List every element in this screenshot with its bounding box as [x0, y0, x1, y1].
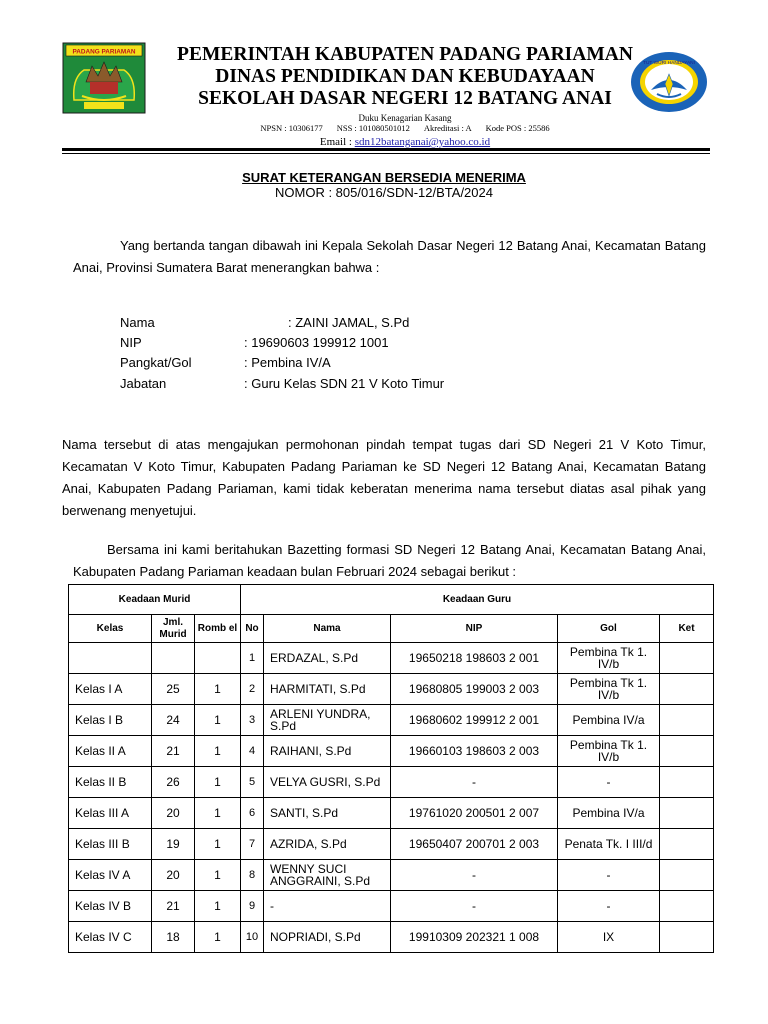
paragraph-bazetting: Bersama ini kami beritahukan Bazetting formasi SD Negeri 12 Batang Anai, Kecamatan Batang Anai, Kabupaten Padang Pariaman keadaan bulan Februari 2024 sebagai berikut : [73, 542, 706, 579]
cell-kelas: Kelas I B [69, 705, 152, 736]
group-header-murid: Keadaan Murid [69, 585, 241, 615]
cell-ket [660, 829, 714, 860]
letterhead-ids [140, 123, 670, 133]
cell-ket [660, 767, 714, 798]
table-row [69, 643, 714, 674]
cell-no: 9 [241, 891, 264, 922]
cell-nip: 19910309 202321 1 008 [391, 922, 558, 953]
table-body [69, 643, 714, 953]
cell-nama: VELYA GUSRI, S.Pd [264, 767, 391, 798]
cell-no: 1 [241, 643, 264, 674]
table-row [69, 829, 714, 860]
cell-kelas: Kelas III B [69, 829, 152, 860]
cell-nama: WENNY SUCI ANGGRAINI, S.Pd [264, 860, 391, 891]
cell-gol: IX [558, 922, 660, 953]
cell-gol: - [558, 860, 660, 891]
cell-nama: SANTI, S.Pd [264, 798, 391, 829]
col-header-ket: Ket [660, 615, 714, 643]
identity-value: : ZAINI JAMAL, S.Pd [288, 315, 410, 330]
cell-gol: - [558, 767, 660, 798]
identity-value: : 19690603 199912 1001 [244, 335, 389, 350]
email-label: Email : [319, 136, 355, 148]
cell-kelas [69, 643, 152, 674]
identity-row-nama [120, 315, 409, 331]
letterhead [140, 44, 670, 149]
cell-rombel: 1 [195, 798, 241, 829]
cell-no: 3 [241, 705, 264, 736]
identity-row-nip [120, 335, 389, 351]
col-header-nip: NIP [391, 615, 558, 643]
identity-row-jabatan [120, 376, 444, 392]
table-row [69, 922, 714, 953]
cell-ket [660, 891, 714, 922]
cell-nip: - [391, 767, 558, 798]
nss: NSS : 101080501012 [336, 123, 410, 133]
cell-kelas: Kelas IV C [69, 922, 152, 953]
cell-nip: 19650218 198603 2 001 [391, 643, 558, 674]
cell-ket [660, 643, 714, 674]
padang-pariaman-logo [62, 42, 146, 114]
letterhead-address: Duku Kenagarian Kasang [358, 113, 452, 123]
cell-jml-murid: 19 [152, 829, 195, 860]
cell-jml-murid: 20 [152, 860, 195, 891]
cell-ket [660, 798, 714, 829]
cell-nip: 19680805 199003 2 003 [391, 674, 558, 705]
kode-pos: Kode POS : 25586 [485, 123, 550, 133]
cell-jml-murid: 26 [152, 767, 195, 798]
cell-jml-murid: 21 [152, 736, 195, 767]
cell-nama: ARLENI YUNDRA, S.Pd [264, 705, 391, 736]
cell-gol: Pembina IV/a [558, 705, 660, 736]
cell-gol: - [558, 891, 660, 922]
bazetting-table [68, 584, 714, 953]
cell-ket [660, 674, 714, 705]
letterhead-email [140, 135, 670, 149]
cell-rombel: 1 [195, 767, 241, 798]
cell-gol: Pembina IV/a [558, 798, 660, 829]
letter-heading: SURAT KETERANGAN BERSEDIA MENERIMA [242, 170, 526, 185]
cell-nip: 19680602 199912 2 001 [391, 705, 558, 736]
identity-label: NIP [120, 335, 142, 350]
cell-no: 4 [241, 736, 264, 767]
cell-kelas: Kelas III A [69, 798, 152, 829]
col-header-rombel: Romb el [195, 615, 241, 643]
cell-nama: HARMITATI, S.Pd [264, 674, 391, 705]
cell-nama: AZRIDA, S.Pd [264, 829, 391, 860]
npsn: NPSN : 10306177 [260, 123, 323, 133]
letter-number: NOMOR : 805/016/SDN-12/BTA/2024 [275, 185, 493, 200]
cell-kelas: Kelas IV B [69, 891, 152, 922]
cell-no: 10 [241, 922, 264, 953]
cell-nip: 19650407 200701 2 003 [391, 829, 558, 860]
col-header-gol: Gol [558, 615, 660, 643]
letterhead-rule-thick [62, 148, 710, 151]
cell-kelas: Kelas IV A [69, 860, 152, 891]
cell-nip: 19761020 200501 2 007 [391, 798, 558, 829]
cell-rombel [195, 643, 241, 674]
cell-rombel: 1 [195, 829, 241, 860]
cell-jml-murid [152, 643, 195, 674]
table-row [69, 860, 714, 891]
group-header-guru: Keadaan Guru [241, 585, 714, 615]
col-header-no: No [241, 615, 264, 643]
cell-rombel: 1 [195, 705, 241, 736]
cell-nama: - [264, 891, 391, 922]
cell-rombel: 1 [195, 736, 241, 767]
cell-rombel: 1 [195, 674, 241, 705]
cell-nip: 19660103 198603 2 003 [391, 736, 558, 767]
table-row [69, 674, 714, 705]
cell-gol: Pembina Tk 1. IV/b [558, 643, 660, 674]
cell-no: 8 [241, 860, 264, 891]
identity-value: : Guru Kelas SDN 21 V Koto Timur [244, 376, 445, 391]
cell-nama: RAIHANI, S.Pd [264, 736, 391, 767]
cell-rombel: 1 [195, 922, 241, 953]
cell-ket [660, 705, 714, 736]
cell-nama: ERDAZAL, S.Pd [264, 643, 391, 674]
letterhead-rule-thin [62, 153, 710, 154]
identity-row-pangkat [120, 355, 331, 371]
cell-kelas: Kelas II A [69, 736, 152, 767]
cell-jml-murid: 20 [152, 798, 195, 829]
table-row [69, 736, 714, 767]
letter-title [0, 170, 768, 200]
cell-rombel: 1 [195, 891, 241, 922]
cell-jml-murid: 18 [152, 922, 195, 953]
identity-label: Jabatan [120, 376, 167, 391]
cell-nama: NOPRIADI, S.Pd [264, 922, 391, 953]
cell-rombel: 1 [195, 860, 241, 891]
table-row [69, 891, 714, 922]
letterhead-government: PEMERINTAH KABUPATEN PADANG PARIAMAN [177, 44, 633, 65]
identity-label: Pangkat/Gol [120, 355, 192, 370]
cell-nip: - [391, 891, 558, 922]
cell-jml-murid: 21 [152, 891, 195, 922]
table-row [69, 798, 714, 829]
cell-jml-murid: 25 [152, 674, 195, 705]
col-header-jml-murid: Jml. Murid [152, 615, 195, 643]
cell-gol: Pembina Tk 1. IV/b [558, 674, 660, 705]
cell-kelas: Kelas I A [69, 674, 152, 705]
cell-no: 7 [241, 829, 264, 860]
cell-no: 5 [241, 767, 264, 798]
table-row [69, 705, 714, 736]
cell-kelas: Kelas II B [69, 767, 152, 798]
logo-left-text: PADANG PARIAMAN [72, 48, 136, 56]
identity-label: Nama [120, 315, 155, 330]
letterhead-department: DINAS PENDIDIKAN DAN KEBUDAYAAN [215, 66, 595, 87]
cell-no: 6 [241, 798, 264, 829]
col-header-nama: Nama [264, 615, 391, 643]
paragraph-statement: Nama tersebut di atas mengajukan permohonan pindah tempat tugas dari SD Negeri 21 V Koto Timur, Kecamatan V Koto Timur, Kabupaten Padang Pariaman ke SD Negeri 12 Batang Anai, Kecamatan Batang Anai, Kabupaten Padang Pariaman, kami tidak keberatan menerima nama tersebut diatas asal pihak yang berwenang menyetujui. [62, 437, 706, 518]
col-header-kelas: Kelas [69, 615, 152, 643]
paragraph-intro: Yang bertanda tangan dibawah ini Kepala Sekolah Dasar Negeri 12 Batang Anai, Kecamatan Batang Anai, Provinsi Sumatera Barat menerangkan bahwa : [73, 238, 706, 275]
letterhead-school: SEKOLAH DASAR NEGERI 12 BATANG ANAI [198, 88, 612, 109]
identity-value: : Pembina IV/A [244, 355, 331, 370]
cell-gol: Penata Tk. I III/d [558, 829, 660, 860]
cell-gol: Pembina Tk 1. IV/b [558, 736, 660, 767]
cell-ket [660, 860, 714, 891]
akreditasi: Akreditasi : A [423, 123, 472, 133]
cell-no: 2 [241, 674, 264, 705]
cell-jml-murid: 24 [152, 705, 195, 736]
cell-nip: - [391, 860, 558, 891]
cell-ket [660, 922, 714, 953]
logo-right-text: TUT WURI HANDAYANI [643, 61, 695, 66]
cell-ket [660, 736, 714, 767]
email-link[interactable]: sdn12batanganai@yahoo.co.id [354, 136, 491, 148]
table-row [69, 767, 714, 798]
